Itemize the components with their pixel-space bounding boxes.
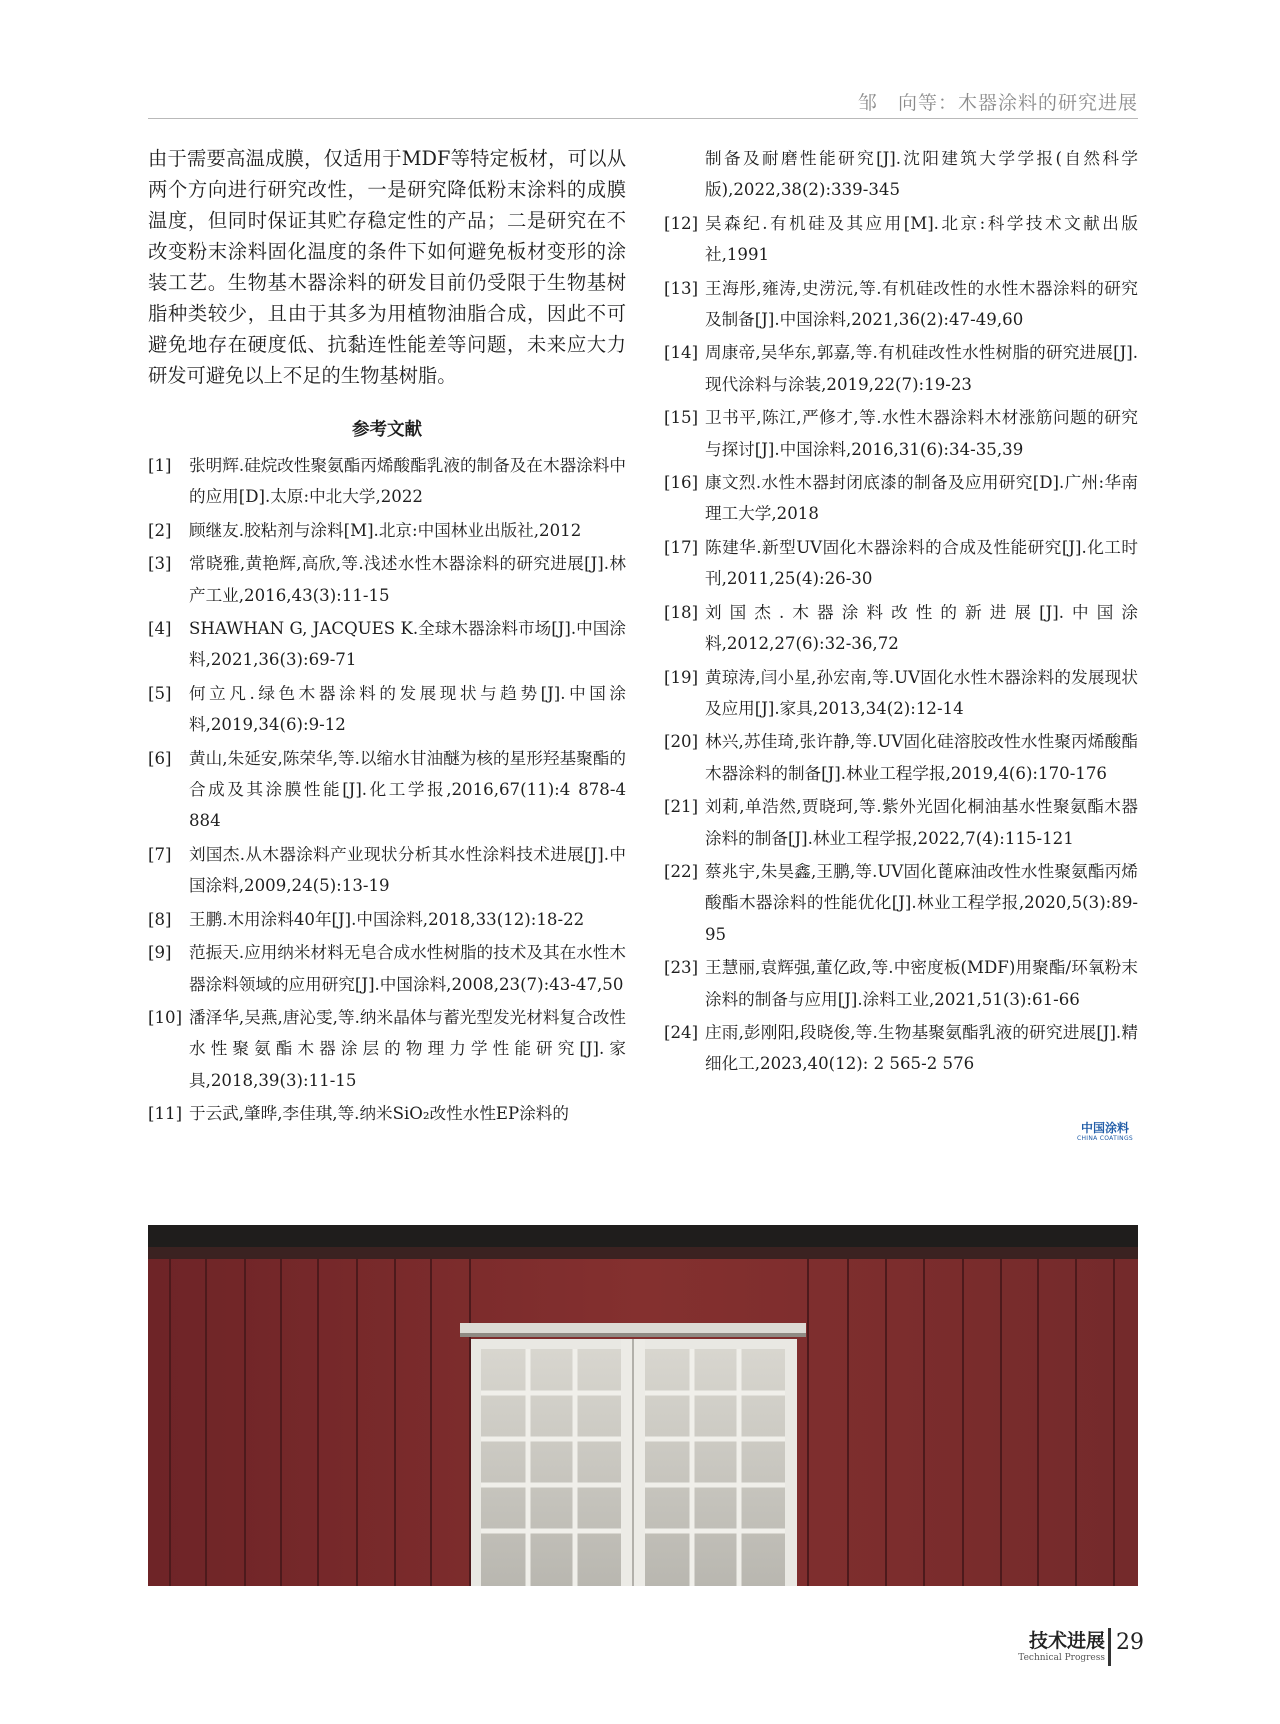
reference-number: [4] [148,619,172,639]
reference-text: 常晓雅,黄艳辉,高欣,等.浅述水性木器涂料的研究进展[J].林产工业,2016,43(3):11-15 [189,554,626,605]
running-head: 邹 向等：木器涂料的研究进展 [857,92,1138,114]
reference-number: [22] [664,861,699,881]
reference-text: 蔡兆宇,朱昊鑫,王鹏,等.UV固化蓖麻油改性水性聚氨酯丙烯酸酯木器涂料的性能优化[J].林业工程学报,2020,5(3):89-95 [705,861,1138,944]
reference-item [148,904,626,935]
logo-cn-text: 中国涂料 [1080,1121,1129,1135]
reference-number: [17] [664,537,699,557]
reference-text: 王海彤,雍涛,史涝沅,等.有机硅改性的水性木器涂料的研究及制备[J].中国涂料,2021,36(2):47-49,60 [705,278,1138,330]
logo-en-text: CHINA COATINGS [1077,1135,1133,1142]
reference-item [148,937,626,1000]
reference-text: 黄山,朱延安,陈荣华,等.以缩水甘油醚为核的星形羟基聚酯的合成及其涂膜性能[J].化工学报,2016,67(11):4 878-4 884 [189,748,626,831]
reference-item [664,856,1138,950]
footer-section-en: Technical Progress [1018,1653,1105,1663]
footer-section-cn: 技术进展 [1028,1630,1105,1652]
reference-item [664,532,1138,595]
reference-item [664,273,1138,336]
reference-number: [8] [148,909,172,929]
reference-text: 刘莉,单浩然,贾晓珂,等.紫外光固化桐油基水性聚氨酯木器涂料的制备[J].林业工程学报,2022,7(4):115-121 [705,797,1138,848]
reference-text: 刘国杰.从木器涂料产业现状分析其水性涂料技术进展[J].中国涂料,2009,24(5):13-19 [189,844,626,896]
reference-text: 顾继友.胶粘剂与涂料[M].北京:中国林业出版社,2012 [189,520,582,540]
reference-text: 张明辉.硅烷改性聚氨酯丙烯酸酯乳液的制备及在木器涂料中的应用[D].太原:中北大学,2022 [189,456,626,507]
reference-number: [6] [148,748,172,768]
reference-item [664,208,1138,271]
reference-text: 刘国杰.木器涂料改性的新进展[J].中国涂料,2012,27(6):32-36,72 [705,602,1138,654]
reference-text: 周康帝,吴华东,郭嘉,等.有机硅改性水性树脂的研究进展[J].现代涂料与涂装,2019,22(7):19-23 [705,343,1138,394]
reference-text: 范振天.应用纳米材料无皂合成水性树脂的技术及其在水性木器涂料领域的应用研究[J].中国涂料,2008,23(7):43-47,50 [189,943,626,994]
reference-item [664,791,1138,854]
references-list-right [664,143,1138,1080]
china-coatings-logo [1070,1121,1140,1143]
reference-number: [20] [664,732,699,752]
reference-text: 王慧丽,袁辉强,董亿政,等.中密度板(MDF)用聚酯/环氧粉末涂料的制备与应用[J].涂料工业,2021,51(3):61-66 [705,958,1138,1009]
reference-number: [9] [148,943,172,963]
reference-number: [5] [148,683,172,703]
reference-item [148,613,626,676]
references-title: 参考文献 [352,420,422,440]
reference-item [664,662,1138,725]
reference-text: 庄雨,彭刚阳,段晓俊,等.生物基聚氨酯乳液的研究进展[J].精细化工,2023,40(12): 2 565-2 576 [705,1022,1138,1074]
footer-section-title [995,1630,1105,1664]
reference-item [664,952,1138,1015]
reference-number: [23] [664,958,699,978]
red-wooden-wall-photo [148,1225,1138,1586]
reference-text: 林兴,苏佳琦,张许静,等.UV固化硅溶胶改性水性聚丙烯酸酯木器涂料的制备[J].林业工程学报,2019,4(6):170-176 [705,732,1138,783]
reference-text: 潘泽华,吴燕,唐沁雯,等.纳米晶体与蓄光型发光材料复合改性水性聚氨酯木器涂层的物理力学性能研究[J].家具,2018,39(3):11-15 [189,1007,626,1090]
reference-text: SHAWHAN G, JACQUES K.全球木器涂料市场[J].中国涂料,2021,36(3):69-71 [189,619,626,670]
page-number: 29 [1116,1630,1144,1655]
reference-number: [13] [664,278,699,298]
reference-item [664,337,1138,400]
reference-number: [3] [148,554,172,574]
reference-item [664,1017,1138,1080]
reference-item [664,402,1138,465]
reference-item [664,726,1138,789]
body-paragraph: 由于需要高温成膜，仅适用于MDF等特定板材，可以从两个方向进行研究改性，一是研究降低粉末涂料的成膜温度，但同时保证其贮存稳定性的产品；二是研究在不改变粉末涂料固化温度的条件下如何避免板材变形的涂装工艺。生物基木器涂料的研发目前仍受限于生物基树脂种类较少，且由于其多为用植物油脂合成，因此不可避免地存在硬度低、抗黏连性能差等问题，未来应大力研发可避免以上不足的生物基树脂。 [148,147,626,387]
right-column [664,143,1138,1082]
left-column [148,143,626,1132]
reference-item [664,143,1138,206]
reference-number: [24] [664,1022,699,1042]
reference-number: [12] [664,213,699,233]
reference-item [148,678,626,741]
reference-text: 陈建华.新型UV固化木器涂料的合成及性能研究[J].化工时刊,2011,25(4):26-30 [705,537,1138,589]
header-rule [148,118,1138,119]
reference-text: 卫书平,陈江,严修才,等.水性木器涂料木材涨筋问题的研究与探讨[J].中国涂料,2016,31(6):34-35,39 [705,408,1138,459]
reference-number: [19] [664,667,699,687]
reference-number: [7] [148,844,172,864]
reference-text: 王鹏.木用涂料40年[J].中国涂料,2018,33(12):18-22 [189,909,585,929]
reference-number: [2] [148,520,172,540]
reference-text: 制备及耐磨性能研究[J].沈阳建筑大学学报(自然科学版),2022,38(2):339-345 [705,149,1138,200]
reference-item [148,450,626,513]
reference-text: 黄琼涛,闫小星,孙宏南,等.UV固化水性木器涂料的发展现状及应用[J].家具,2013,34(2):12-14 [705,667,1138,718]
reference-item [148,1002,626,1096]
reference-item [664,467,1138,530]
reference-number: [14] [664,343,699,363]
reference-item [148,515,626,546]
reference-item [664,597,1138,660]
reference-item [148,839,626,902]
footer-divider [1108,1628,1111,1666]
reference-number: [16] [664,473,699,493]
reference-number: [1] [148,456,172,475]
reference-item [148,548,626,611]
reference-number: [21] [664,797,699,817]
reference-number: [11] [148,1104,183,1124]
reference-item [148,743,626,837]
reference-text: 于云武,肇晔,李佳琪,等.纳米SiO₂改性水性EP涂料的 [189,1104,569,1124]
references-list-left [148,450,626,1130]
reference-text: 何立凡.绿色木器涂料的发展现状与趋势[J].中国涂料,2019,34(6):9-12 [189,683,626,735]
reference-number: [10] [148,1007,183,1027]
reference-text: 吴森纪.有机硅及其应用[M].北京:科学技术文献出版社,1991 [705,213,1138,265]
reference-number: [18] [664,602,699,622]
reference-item [148,1098,626,1129]
reference-text: 康文烈.水性木器封闭底漆的制备及应用研究[D].广州:华南理工大学,2018 [705,473,1138,524]
reference-number: [15] [664,408,699,428]
